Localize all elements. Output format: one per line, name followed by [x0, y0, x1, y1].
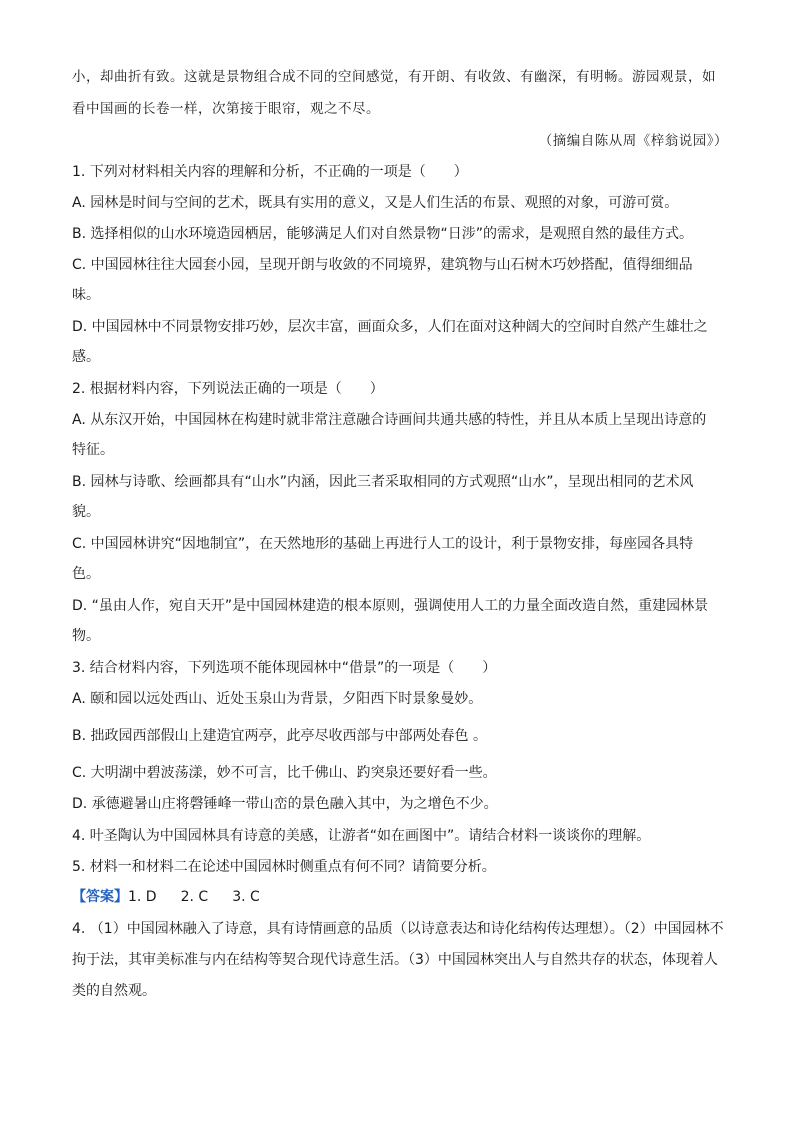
answer-1: 1. D: [128, 889, 157, 905]
question-2-option-a-cont: 特征。: [72, 442, 114, 458]
question-2-option-b-cont: 貌。: [72, 504, 100, 520]
question-4-stem: 4. 叶圣陶认为中国园林具有诗意的美感，让游者“如在画图中”。请结合材料一谈谈你的理解。: [72, 828, 651, 844]
answer-3: 3. C: [232, 889, 260, 905]
question-1-option-c: C. 中国园林往往大园套小园，呈现开朗与收敛的不同境界，建筑物与山石树木巧妙搭配，值得细细品: [72, 257, 693, 273]
answer-4-line: 拘于法，其审美标准与内在结构等契合现代诗意生活。（3）中国园林突出人与自然共存的状态，体现着人: [72, 952, 718, 968]
question-2-stem: 2. 根据材料内容，下列说法正确的一项是（ ）: [72, 381, 384, 397]
question-2-option-a: A. 从东汉开始，中国园林在构建时就非常注意融合诗画间共通共感的特性，并且从本质上呈现出诗意的: [72, 412, 707, 428]
question-5-stem: 5. 材料一和材料二在论述中国园林时侧重点有何不同？请简要分析。: [72, 859, 496, 875]
question-3-option-c: C. 大明湖中碧波荡漾，妙不可言，比千佛山、趵突泉还要好看一些。: [72, 765, 497, 781]
passage-line: 看中国画的长卷一样，次第接于眼帘，观之不尽。: [72, 101, 380, 117]
question-1-option-a: A. 园林是时间与空间的艺术，既具有实用的意义，又是人们生活的布景、观照的对象，可游可赏。: [72, 195, 679, 211]
question-2-option-c: C. 中国园林讲究“因地制宜”，在天然地形的基础上再进行人工的设计，利于景物安排，每座园各具特: [72, 536, 694, 552]
answer-4-line: 类的自然观。: [72, 983, 156, 999]
question-1-option-b: B. 选择相似的山水环境造园栖居，能够满足人们对自然景物“日涉”的需求，是观照自然的最佳方式。: [72, 226, 694, 242]
question-2-option-b: B. 园林与诗歌、绘画都具有“山水”内涵，因此三者采取相同的方式观照“山水”，呈现出相同的艺术风: [72, 474, 694, 490]
question-1-stem: 1. 下列对材料相关内容的理解和分析，不正确的一项是（ ）: [72, 164, 468, 180]
answer-2: 2. C: [180, 889, 209, 905]
question-2-option-d-cont: 物。: [72, 628, 100, 644]
question-3-option-d: D. 承德避暑山庄将磬锤峰一带山峦的景色融入其中，为之增色不少。: [72, 796, 498, 812]
question-1-option-d: D. 中国园林中不同景物安排巧妙，层次丰富，画面众多，人们在面对这种阔大的空间时自然产生雄壮之: [72, 319, 708, 335]
answer-row: [72, 888, 260, 906]
answer-label: 【答案】: [72, 889, 128, 905]
question-2-option-c-cont: 色。: [72, 566, 100, 582]
passage-line: 小，却曲折有致。这就是景物组合成不同的空间感觉，有开朗、有收敛、有幽深，有明畅。游园观景，如: [72, 69, 716, 85]
question-3-option-a: A. 颐和园以远处西山、近处玉泉山为背景，夕阳西下时景象曼妙。: [72, 691, 483, 707]
question-1-option-d-cont: 感。: [72, 349, 100, 365]
question-3-option-b: B. 拙政园西部假山上建造宜两亭，此亭尽收西部与中部两处春色 。: [72, 728, 487, 744]
question-1-option-c-cont: 味。: [72, 287, 100, 303]
question-3-stem: 3. 结合材料内容，下列选项不能体现园林中“借景”的一项是（ ）: [72, 660, 497, 676]
answer-4-line: 4. （1）中国园林融入了诗意，具有诗情画意的品质（以诗意表达和诗化结构传达理想）。（2）中国园林不: [72, 921, 724, 937]
question-2-option-d: D. “虽由人作，宛自天开”是中国园林建造的根本原则，强调使用人工的力量全面改造自然，重建园林景: [72, 598, 709, 614]
source-citation: （摘编自陈从周《梓翁说园》）: [538, 133, 728, 149]
